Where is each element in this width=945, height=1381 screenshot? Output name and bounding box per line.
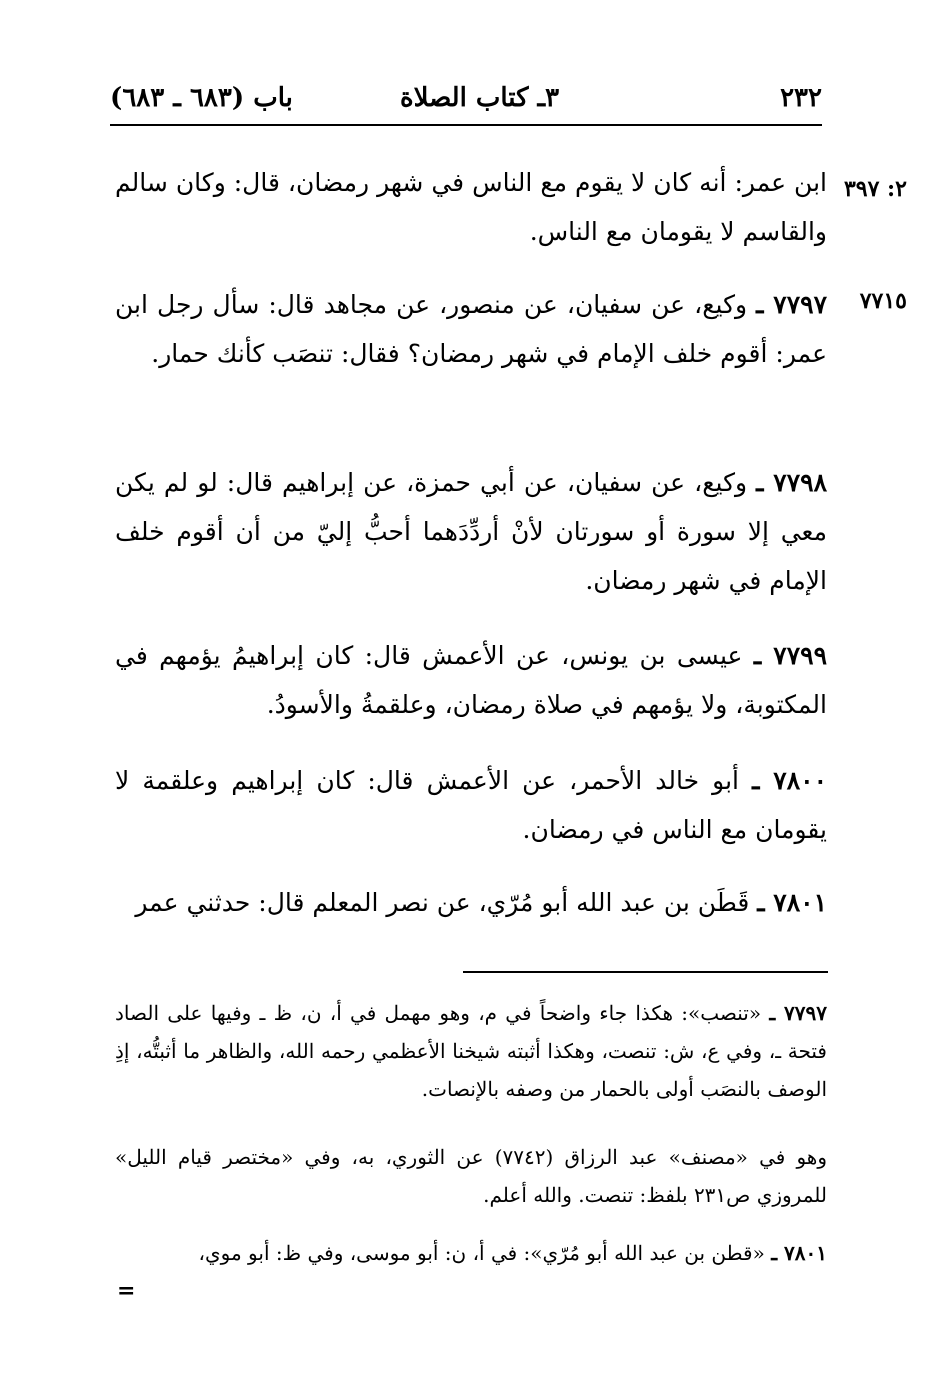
- footnote-number: ٧٨٠١ ـ: [771, 1241, 827, 1265]
- footnote-source: [115, 1138, 827, 1214]
- hadith-number: ٧٧٩٧ ـ: [756, 290, 827, 319]
- footnote-text: «تنصب»: هكذا جاء واضحاً في م، وهو مهمل في أ، ن، ظ ـ وفيها على الصاد فتحة ـ، وفي ع، ش: تنصت، وهكذا أثبته شيخنا الأعظمي رحمه الله، والظاهر ما أثبتُّه، إذِ الوصف بالنصَب أولى بالحمار من وصفه بالإنصات.: [115, 1001, 827, 1101]
- hadith-number: ٧٧٩٨ ـ: [756, 468, 827, 497]
- paragraph-7797: [115, 280, 827, 378]
- footnote-7797: [115, 994, 827, 1108]
- page-header: [110, 78, 822, 118]
- hadith-number: ٧٨٠١ ـ: [757, 888, 827, 917]
- paragraph-7798: [115, 458, 827, 605]
- paragraph-7799: [115, 631, 827, 729]
- hadith-number: ٧٧٩٩ ـ: [753, 641, 827, 670]
- continuation-mark: =: [117, 1278, 136, 1304]
- header-rule: [110, 124, 822, 126]
- hadith-number: ٧٨٠٠ ـ: [752, 766, 827, 795]
- chapter-range: باب (٦٨٣ ـ ٦٨٣): [110, 83, 293, 113]
- footnote-rule: [463, 971, 828, 973]
- footnote-text: «قطن بن عبد الله أبو مُرّي»: في أ، ن: أبو موسى، وفي ظ: أبو موي،: [198, 1241, 772, 1265]
- paragraph-text: أبو خالد الأحمر، عن الأعمش قال: كان إبراهيم وعلقمة لا يقومان مع الناس في رمضان.: [115, 766, 827, 844]
- paragraph-text: وكيع، عن سفيان، عن منصور، عن مجاهد قال: سأل رجل ابن عمر: أقوم خلف الإمام في شهر رمضان؟ فقال: تنصَب كأنك حمار.: [115, 290, 827, 368]
- paragraph-text: عيسى بن يونس، عن الأعمش قال: كان إبراهيمُ يؤمهم في المكتوبة، ولا يؤمهم في صلاة رمضان، وعلقمةُ والأسودُ.: [115, 641, 827, 719]
- footnote-text: وهو في «مصنف» عبد الرزاق (٧٧٤٢) عن الثوري، به، وفي «مختصر قيام الليل» للمروزي ص٢٣١ بلفظ: تنصت. والله أعلم.: [115, 1145, 827, 1207]
- page-number: ٢٣٢: [780, 83, 822, 113]
- footnote-7801: [115, 1234, 827, 1272]
- paragraph-text: ابن عمر: أنه كان لا يقوم مع الناس في شهر رمضان، قال: وكان سالم والقاسم لا يقومان مع الناس.: [115, 168, 827, 246]
- margin-reference: ٧٧١٥: [859, 288, 907, 314]
- paragraph-1: [115, 158, 827, 256]
- paragraph-text: قَطَن بن عبد الله أبو مُرّي، عن نصر المعلم قال: حدثني عمر: [135, 888, 758, 917]
- paragraph-7800: [115, 756, 827, 854]
- paragraph-7801: [115, 878, 827, 927]
- paragraph-text: وكيع، عن سفيان، عن أبي حمزة، عن إبراهيم قال: لو لم يكن معي إلا سورة أو سورتان لأنْ أردِّدَهما أحبُّ إليّ من أن أقوم خلف الإمام في شهر رمضان.: [115, 468, 827, 595]
- book-title: ٣ـ كتاب الصلاة: [400, 83, 560, 113]
- margin-reference: ٢: ٣٩٧: [843, 176, 907, 202]
- footnote-number: ٧٧٩٧ ـ: [769, 1001, 827, 1025]
